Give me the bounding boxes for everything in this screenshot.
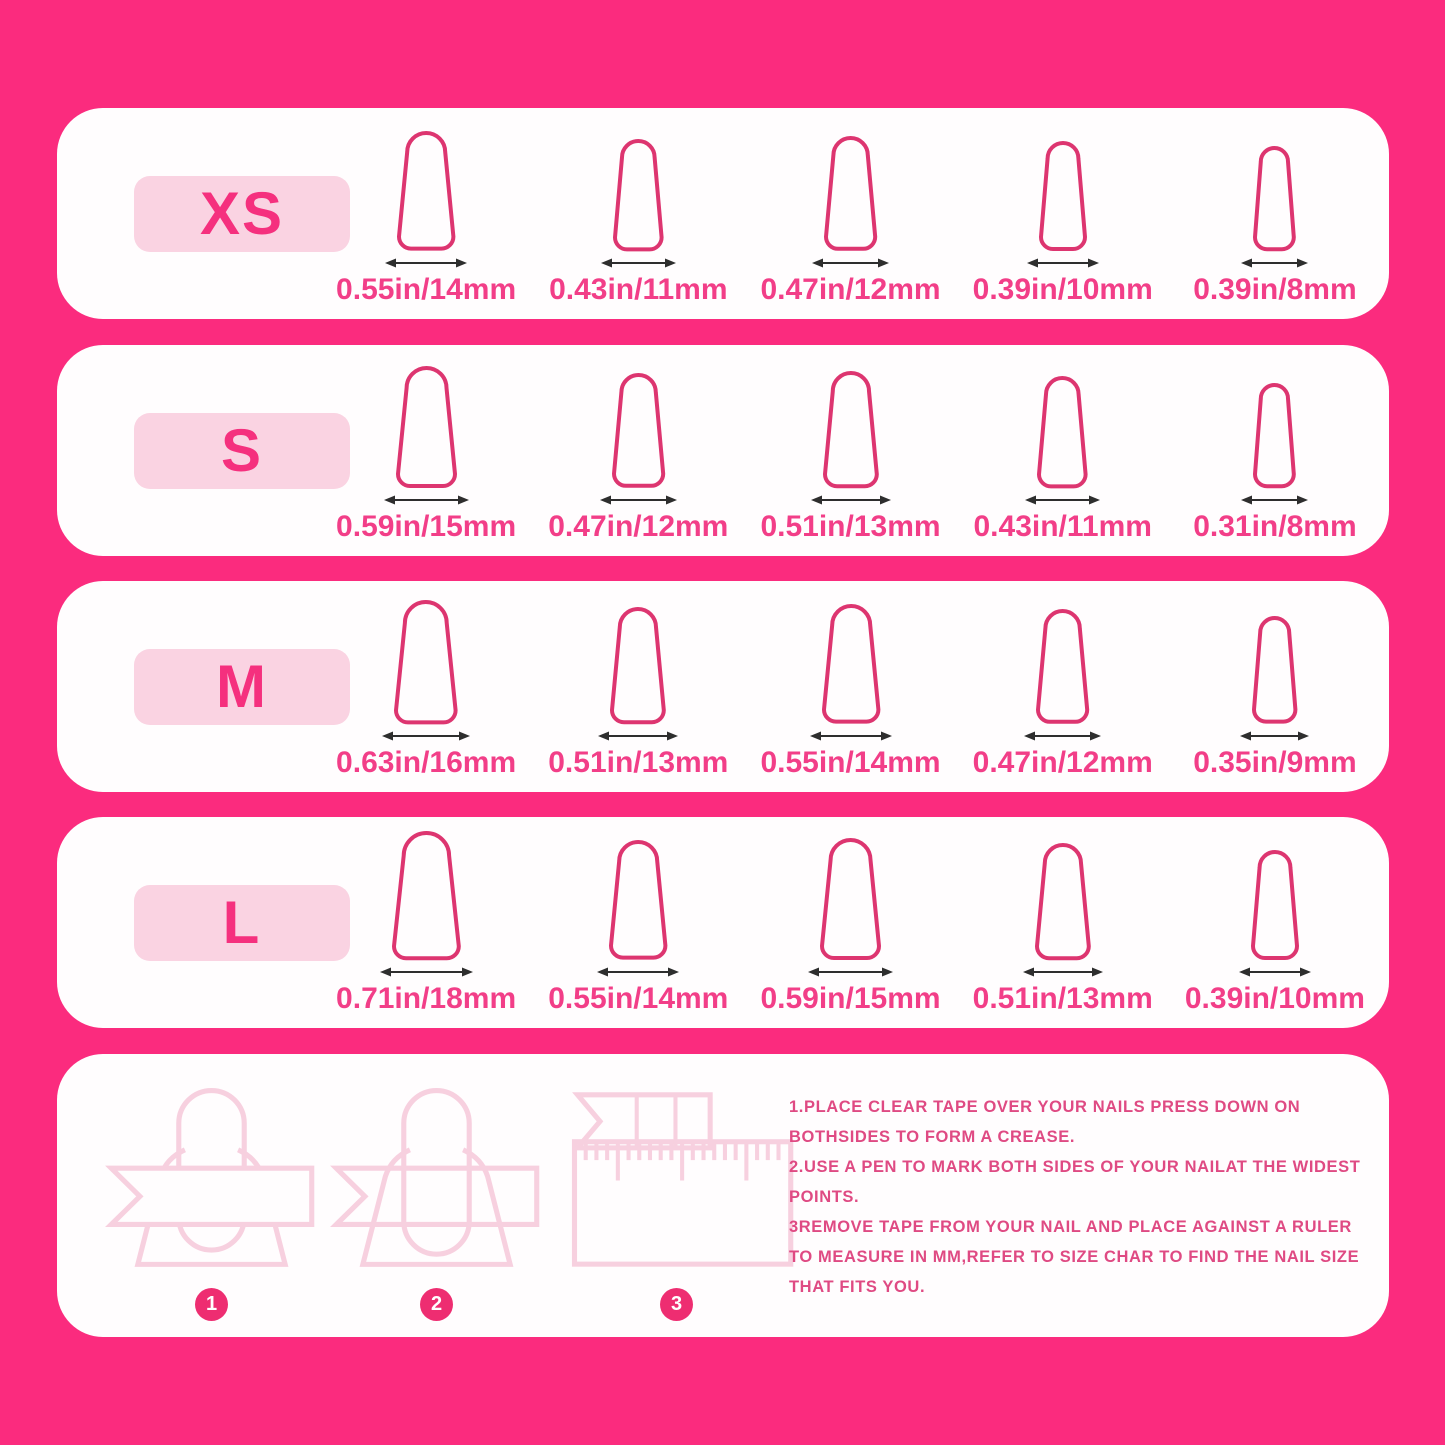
nail-size-cell — [1169, 345, 1381, 556]
diagram-step-2 — [324, 1080, 549, 1321]
nail-measurement: 0.43in/11mm — [549, 273, 728, 306]
nail-measurement: 0.47in/12mm — [760, 273, 941, 306]
size-panel-l — [57, 817, 1389, 1028]
nail-measurement: 0.51in/13mm — [548, 746, 729, 779]
nail-outline — [393, 599, 459, 725]
nail-outline — [608, 839, 668, 961]
width-arrow-icon — [380, 965, 473, 979]
step-3-badge: 3 — [660, 1288, 693, 1321]
nail-size-cell — [320, 108, 532, 319]
nail-measurement: 0.51in/13mm — [760, 510, 941, 543]
nail-size-cell — [957, 817, 1169, 1028]
nails-row-l — [320, 817, 1381, 1028]
nail-measurement: 0.51in/13mm — [972, 982, 1153, 1015]
nail-outline — [823, 135, 878, 252]
size-badge-m — [134, 649, 350, 725]
nail-outline — [1034, 842, 1092, 961]
size-badge-l — [134, 885, 350, 961]
nail-measurement: 0.39in/10mm — [972, 273, 1153, 306]
nail-size-cell — [1169, 817, 1381, 1028]
nail-outline — [819, 837, 882, 961]
width-arrow-icon — [1024, 729, 1101, 743]
nail-outline — [1251, 615, 1298, 725]
nail-size-cell — [1169, 581, 1381, 792]
diagram-step-1 — [99, 1080, 324, 1321]
nail-outline — [612, 138, 665, 252]
size-panel-s — [57, 345, 1389, 556]
nail-measurement: 0.59in/15mm — [760, 982, 941, 1015]
width-arrow-icon — [1240, 729, 1309, 743]
nail-measurement: 0.55in/14mm — [548, 982, 729, 1015]
nail-outline — [1038, 140, 1088, 252]
step-2-badge: 2 — [420, 1288, 453, 1321]
nail-outline — [822, 370, 880, 489]
width-arrow-icon — [1241, 493, 1308, 507]
nail-size-cell — [957, 345, 1169, 556]
width-arrow-icon — [382, 729, 470, 743]
nail-size-cell — [957, 581, 1169, 792]
size-label: S — [220, 417, 264, 484]
nail-size-cell — [532, 817, 744, 1028]
instruction-step-1: 1.PLACE CLEAR TAPE OVER YOUR NAILS PRESS DOWN ON BOTHSIDES TO FORM A CREASE. — [789, 1098, 1301, 1146]
nail-outline — [1250, 849, 1300, 961]
nail-outline — [611, 372, 666, 489]
nail-outline — [1035, 608, 1090, 725]
width-arrow-icon — [810, 729, 892, 743]
nail-size-cell — [1169, 108, 1381, 319]
width-arrow-icon — [1027, 256, 1099, 270]
nail-measurement: 0.35in/9mm — [1193, 746, 1357, 779]
nail-measurement: 0.71in/18mm — [336, 982, 517, 1015]
nail-outline — [1252, 145, 1297, 252]
instruction-text — [789, 1092, 1374, 1302]
nail-size-cell — [532, 108, 744, 319]
nail-outline — [391, 830, 462, 961]
nail-size-cell — [744, 108, 956, 319]
width-arrow-icon — [601, 256, 676, 270]
instruction-step-2: 2.USE A PEN TO MARK BOTH SIDES OF YOUR NAILAT THE WIDEST POINTS. — [789, 1158, 1361, 1206]
width-arrow-icon — [812, 256, 889, 270]
nails-row-m — [320, 581, 1381, 792]
width-arrow-icon — [384, 493, 469, 507]
size-label: XS — [199, 180, 285, 247]
nail-measurement: 0.43in/11mm — [973, 510, 1152, 543]
nail-size-cell — [320, 581, 532, 792]
nails-row-s — [320, 345, 1381, 556]
nail-size-cell — [744, 817, 956, 1028]
width-arrow-icon — [811, 493, 891, 507]
nail-outline — [1252, 382, 1297, 489]
width-arrow-icon — [808, 965, 893, 979]
nail-measurement: 0.55in/14mm — [760, 746, 941, 779]
size-panel-m — [57, 581, 1389, 792]
width-arrow-icon — [1023, 965, 1103, 979]
width-arrow-icon — [1025, 493, 1100, 507]
nail-size-cell — [532, 581, 744, 792]
nail-measurement: 0.39in/10mm — [1184, 982, 1365, 1015]
width-arrow-icon — [600, 493, 677, 507]
width-arrow-icon — [598, 729, 678, 743]
measuring-instructions-panel — [57, 1054, 1389, 1337]
width-arrow-icon — [385, 256, 467, 270]
nail-size-cell — [532, 345, 744, 556]
nail-size-cell — [957, 108, 1169, 319]
nail-outline — [395, 365, 458, 489]
nail-size-cell — [744, 581, 956, 792]
nail-outline — [821, 603, 881, 725]
nail-measurement: 0.63in/16mm — [336, 746, 517, 779]
nail-size-cell — [320, 345, 532, 556]
instruction-step-3: 3REMOVE TAPE FROM YOUR NAIL AND PLACE AGAINST A RULER TO MEASURE IN MM,REFER TO SIZE CHAR TO FIND THE NAIL SIZE THAT FITS YOU. — [789, 1218, 1360, 1296]
marked-tape-on-nail-icon — [324, 1080, 549, 1280]
nail-measurement: 0.39in/8mm — [1193, 273, 1357, 306]
nail-measurement: 0.47in/12mm — [972, 746, 1153, 779]
nail-size-cell — [320, 817, 532, 1028]
tape-on-ruler-icon — [549, 1080, 804, 1280]
nail-measurement: 0.31in/8mm — [1193, 510, 1357, 543]
nail-measurement: 0.47in/12mm — [548, 510, 729, 543]
tape-on-nail-icon — [99, 1080, 324, 1280]
nails-row-xs — [320, 108, 1381, 319]
nail-outline — [396, 130, 456, 252]
nail-measurement: 0.55in/14mm — [336, 273, 517, 306]
nail-outline — [1036, 375, 1089, 489]
diagram-step-3 — [549, 1080, 804, 1321]
nail-measurement: 0.59in/15mm — [336, 510, 517, 543]
width-arrow-icon — [597, 965, 679, 979]
nail-size-cell — [744, 345, 956, 556]
width-arrow-icon — [1239, 965, 1311, 979]
width-arrow-icon — [1241, 256, 1308, 270]
size-badge-s — [134, 413, 350, 489]
measuring-diagrams — [99, 1080, 779, 1320]
size-badge-xs — [134, 176, 350, 252]
size-panel-xs — [57, 108, 1389, 319]
step-1-badge: 1 — [195, 1288, 228, 1321]
size-label: M — [216, 653, 268, 720]
size-label: L — [222, 889, 262, 956]
nail-outline — [609, 606, 667, 725]
